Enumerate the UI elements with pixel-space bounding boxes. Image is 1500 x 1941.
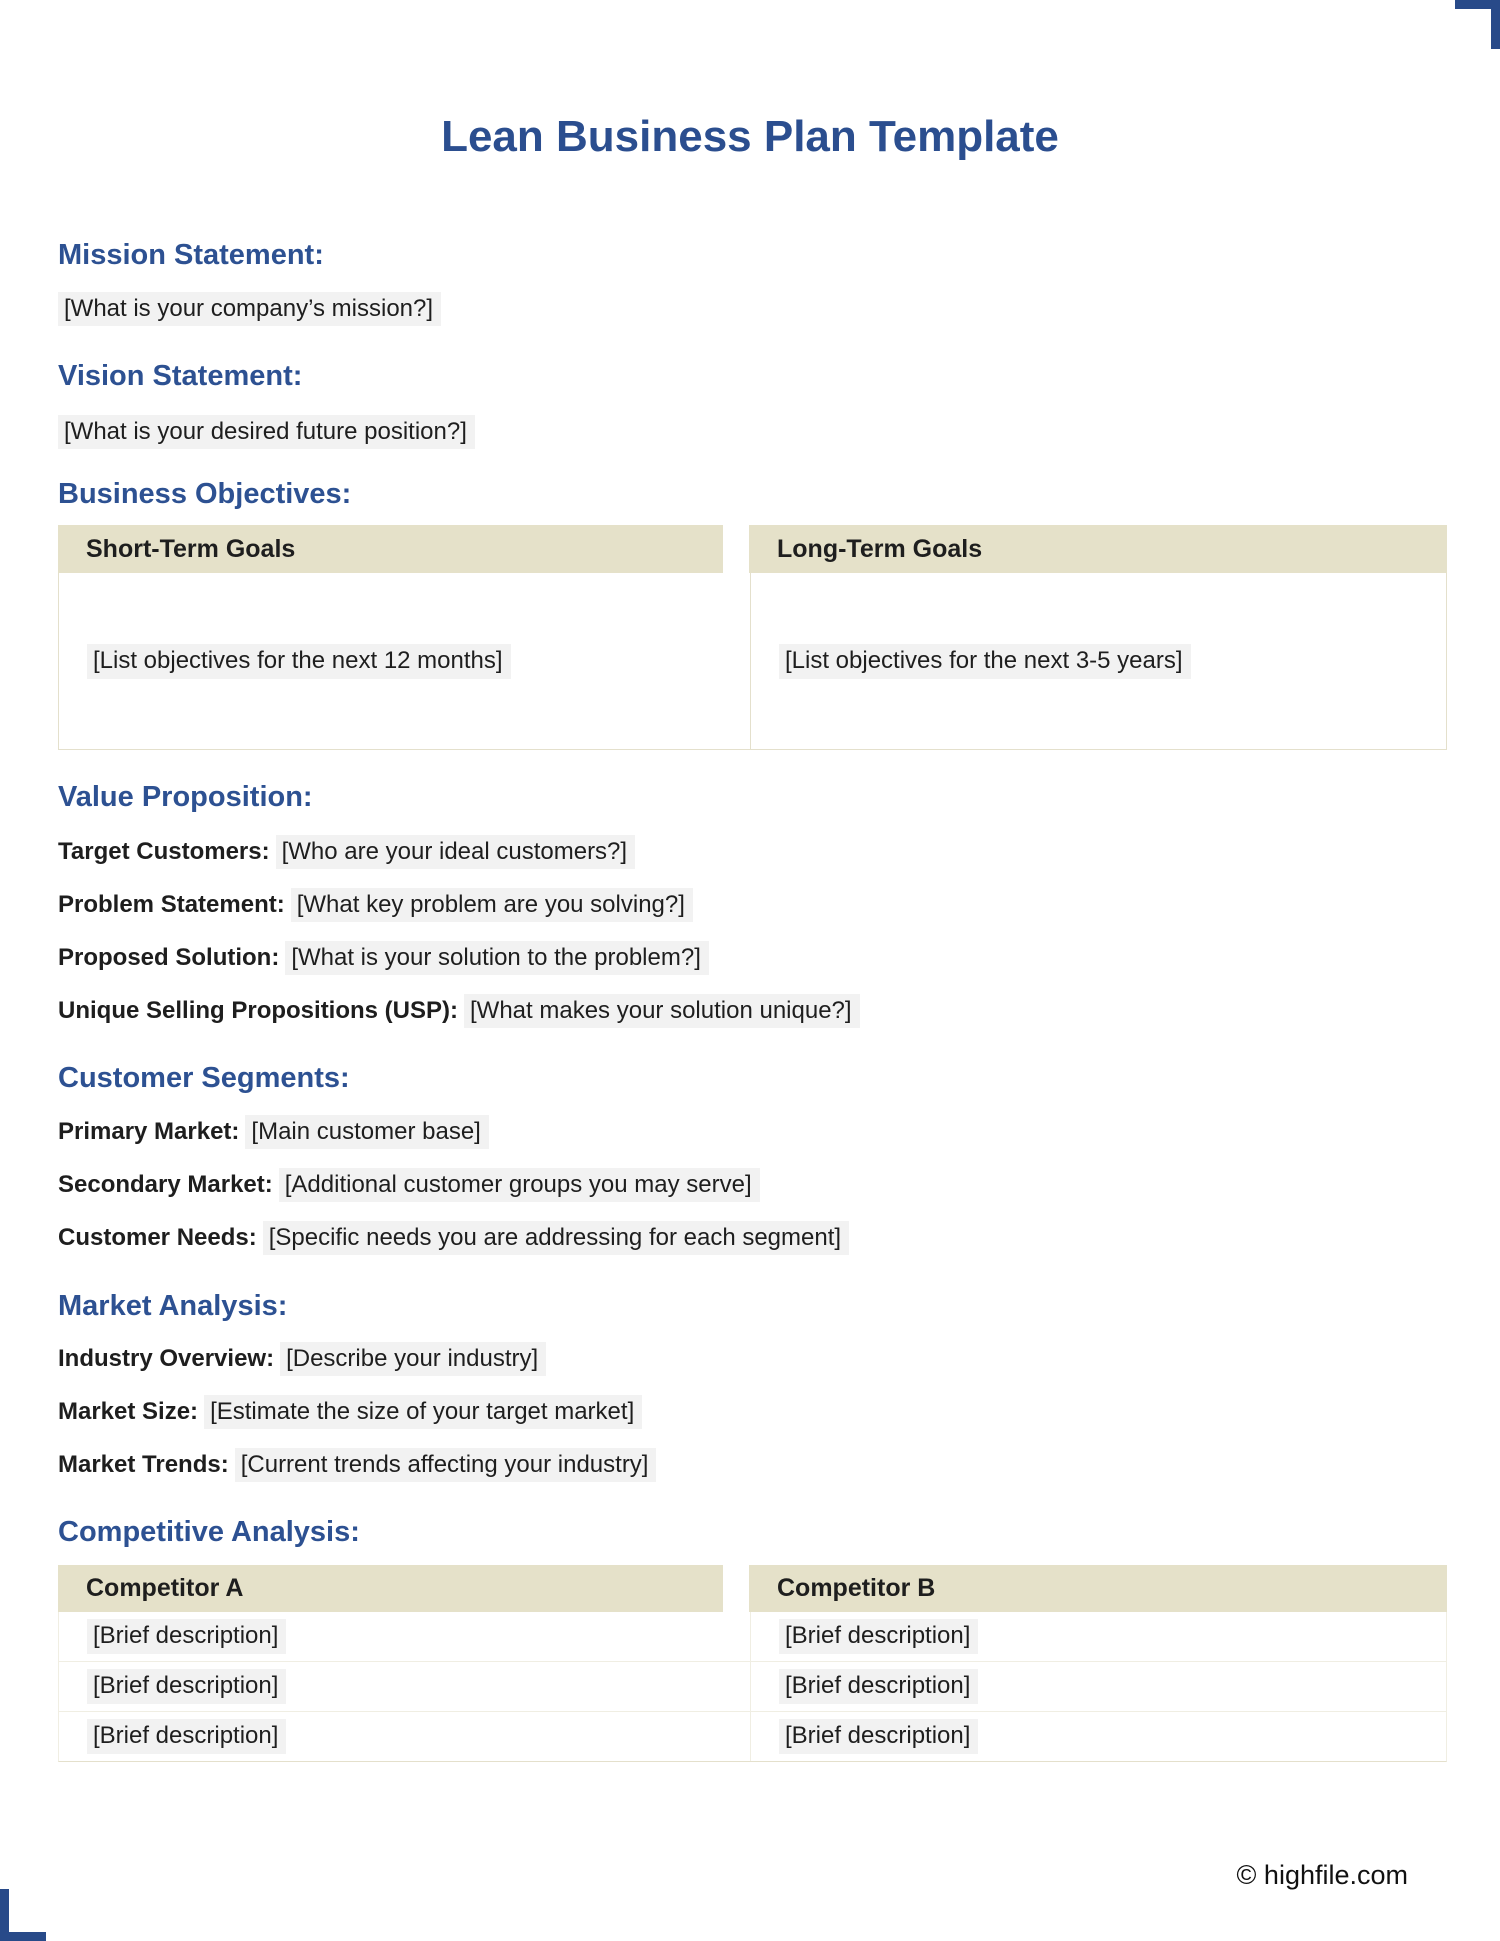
objectives-table-body-row: [58, 573, 1447, 750]
primary-market-row: [58, 1115, 489, 1149]
mission-statement-row: [58, 292, 441, 326]
column-header-competitor-b: Competitor B: [749, 1565, 1447, 1612]
market-trends-label: Market Trends:: [58, 1451, 229, 1478]
market-trends-placeholder-field[interactable]: [Current trends affecting your industry]: [235, 1448, 657, 1482]
proposed-solution-placeholder-field[interactable]: [What is your solution to the problem?]: [285, 941, 709, 975]
table-cell-competitor-b-3: [751, 1712, 1446, 1761]
column-header-short-term-goals: Short-Term Goals: [58, 525, 723, 573]
industry-overview-label: Industry Overview:: [58, 1345, 275, 1372]
target-customers-label: Target Customers:: [58, 838, 270, 865]
heading-vision-statement: Vision Statement:: [58, 360, 303, 392]
competitor-a-description-field-2[interactable]: [Brief description]: [87, 1669, 286, 1704]
competitor-a-description-field-1[interactable]: [Brief description]: [87, 1619, 286, 1654]
competitor-b-description-field-1[interactable]: [Brief description]: [779, 1619, 978, 1654]
customer-needs-placeholder-field[interactable]: [Specific needs you are addressing for each segment]: [263, 1221, 849, 1255]
table-cell-short-term: [59, 573, 751, 749]
long-term-goals-placeholder-field[interactable]: [List objectives for the next 3-5 years]: [779, 644, 1191, 679]
customer-needs-row: [58, 1221, 849, 1255]
competitive-table-header-row: [58, 1565, 1447, 1612]
heading-mission-statement: Mission Statement:: [58, 239, 324, 271]
market-size-label: Market Size:: [58, 1398, 199, 1425]
competitive-analysis-table: [58, 1565, 1447, 1762]
competitor-a-description-field-3[interactable]: [Brief description]: [87, 1719, 286, 1754]
secondary-market-placeholder-field[interactable]: [Additional customer groups you may serve]: [279, 1168, 760, 1202]
vision-placeholder-field[interactable]: [What is your desired future position?]: [58, 415, 475, 449]
competitor-b-description-field-2[interactable]: [Brief description]: [779, 1669, 978, 1704]
table-cell-competitor-a-3: [59, 1712, 751, 1761]
target-customers-row: [58, 835, 635, 869]
page-title: Lean Business Plan Template: [441, 112, 1059, 161]
vision-statement-row: [58, 415, 475, 449]
competitor-b-description-field-3[interactable]: [Brief description]: [779, 1719, 978, 1754]
primary-market-label: Primary Market:: [58, 1118, 240, 1145]
table-cell-long-term: [751, 573, 1446, 749]
target-customers-placeholder-field[interactable]: [Who are your ideal customers?]: [276, 835, 635, 869]
proposed-solution-row: [58, 941, 709, 975]
problem-statement-row: [58, 888, 693, 922]
usp-row: [58, 994, 860, 1028]
problem-statement-placeholder-field[interactable]: [What key problem are you solving?]: [291, 888, 693, 922]
market-size-placeholder-field[interactable]: [Estimate the size of your target market]: [204, 1395, 642, 1429]
proposed-solution-label: Proposed Solution:: [58, 944, 280, 971]
secondary-market-row: [58, 1168, 760, 1202]
business-objectives-table: [58, 525, 1447, 750]
table-cell-competitor-b-2: [751, 1662, 1446, 1711]
competitive-table-row: [58, 1662, 1447, 1712]
industry-overview-row: [58, 1342, 546, 1376]
secondary-market-label: Secondary Market:: [58, 1171, 273, 1198]
corner-bar-vertical: [1491, 0, 1500, 49]
heading-market-analysis: Market Analysis:: [58, 1290, 288, 1322]
usp-label: Unique Selling Propositions (USP):: [58, 997, 459, 1024]
problem-statement-label: Problem Statement:: [58, 891, 285, 918]
column-header-long-term-goals: Long-Term Goals: [749, 525, 1447, 573]
table-cell-competitor-a-1: [59, 1612, 751, 1661]
corner-bar-horizontal: [0, 1932, 46, 1941]
customer-needs-label: Customer Needs:: [58, 1224, 257, 1251]
objectives-table-header-row: [58, 525, 1447, 573]
copyright-notice: © highfile.com: [1236, 1860, 1408, 1890]
competitive-table-row: [58, 1712, 1447, 1762]
heading-competitive-analysis: Competitive Analysis:: [58, 1516, 360, 1548]
heading-value-proposition: Value Proposition:: [58, 781, 313, 813]
market-size-row: [58, 1395, 642, 1429]
primary-market-placeholder-field[interactable]: [Main customer base]: [245, 1115, 488, 1149]
column-header-competitor-a: Competitor A: [58, 1565, 723, 1612]
table-cell-competitor-a-2: [59, 1662, 751, 1711]
heading-customer-segments: Customer Segments:: [58, 1062, 350, 1094]
short-term-goals-placeholder-field[interactable]: [List objectives for the next 12 months]: [87, 644, 511, 679]
usp-placeholder-field[interactable]: [What makes your solution unique?]: [464, 994, 860, 1028]
heading-business-objectives: Business Objectives:: [58, 478, 352, 510]
mission-placeholder-field[interactable]: [What is your company’s mission?]: [58, 292, 441, 326]
market-trends-row: [58, 1448, 656, 1482]
competitive-table-row: [58, 1612, 1447, 1662]
table-cell-competitor-b-1: [751, 1612, 1446, 1661]
industry-overview-placeholder-field[interactable]: [Describe your industry]: [280, 1342, 546, 1376]
